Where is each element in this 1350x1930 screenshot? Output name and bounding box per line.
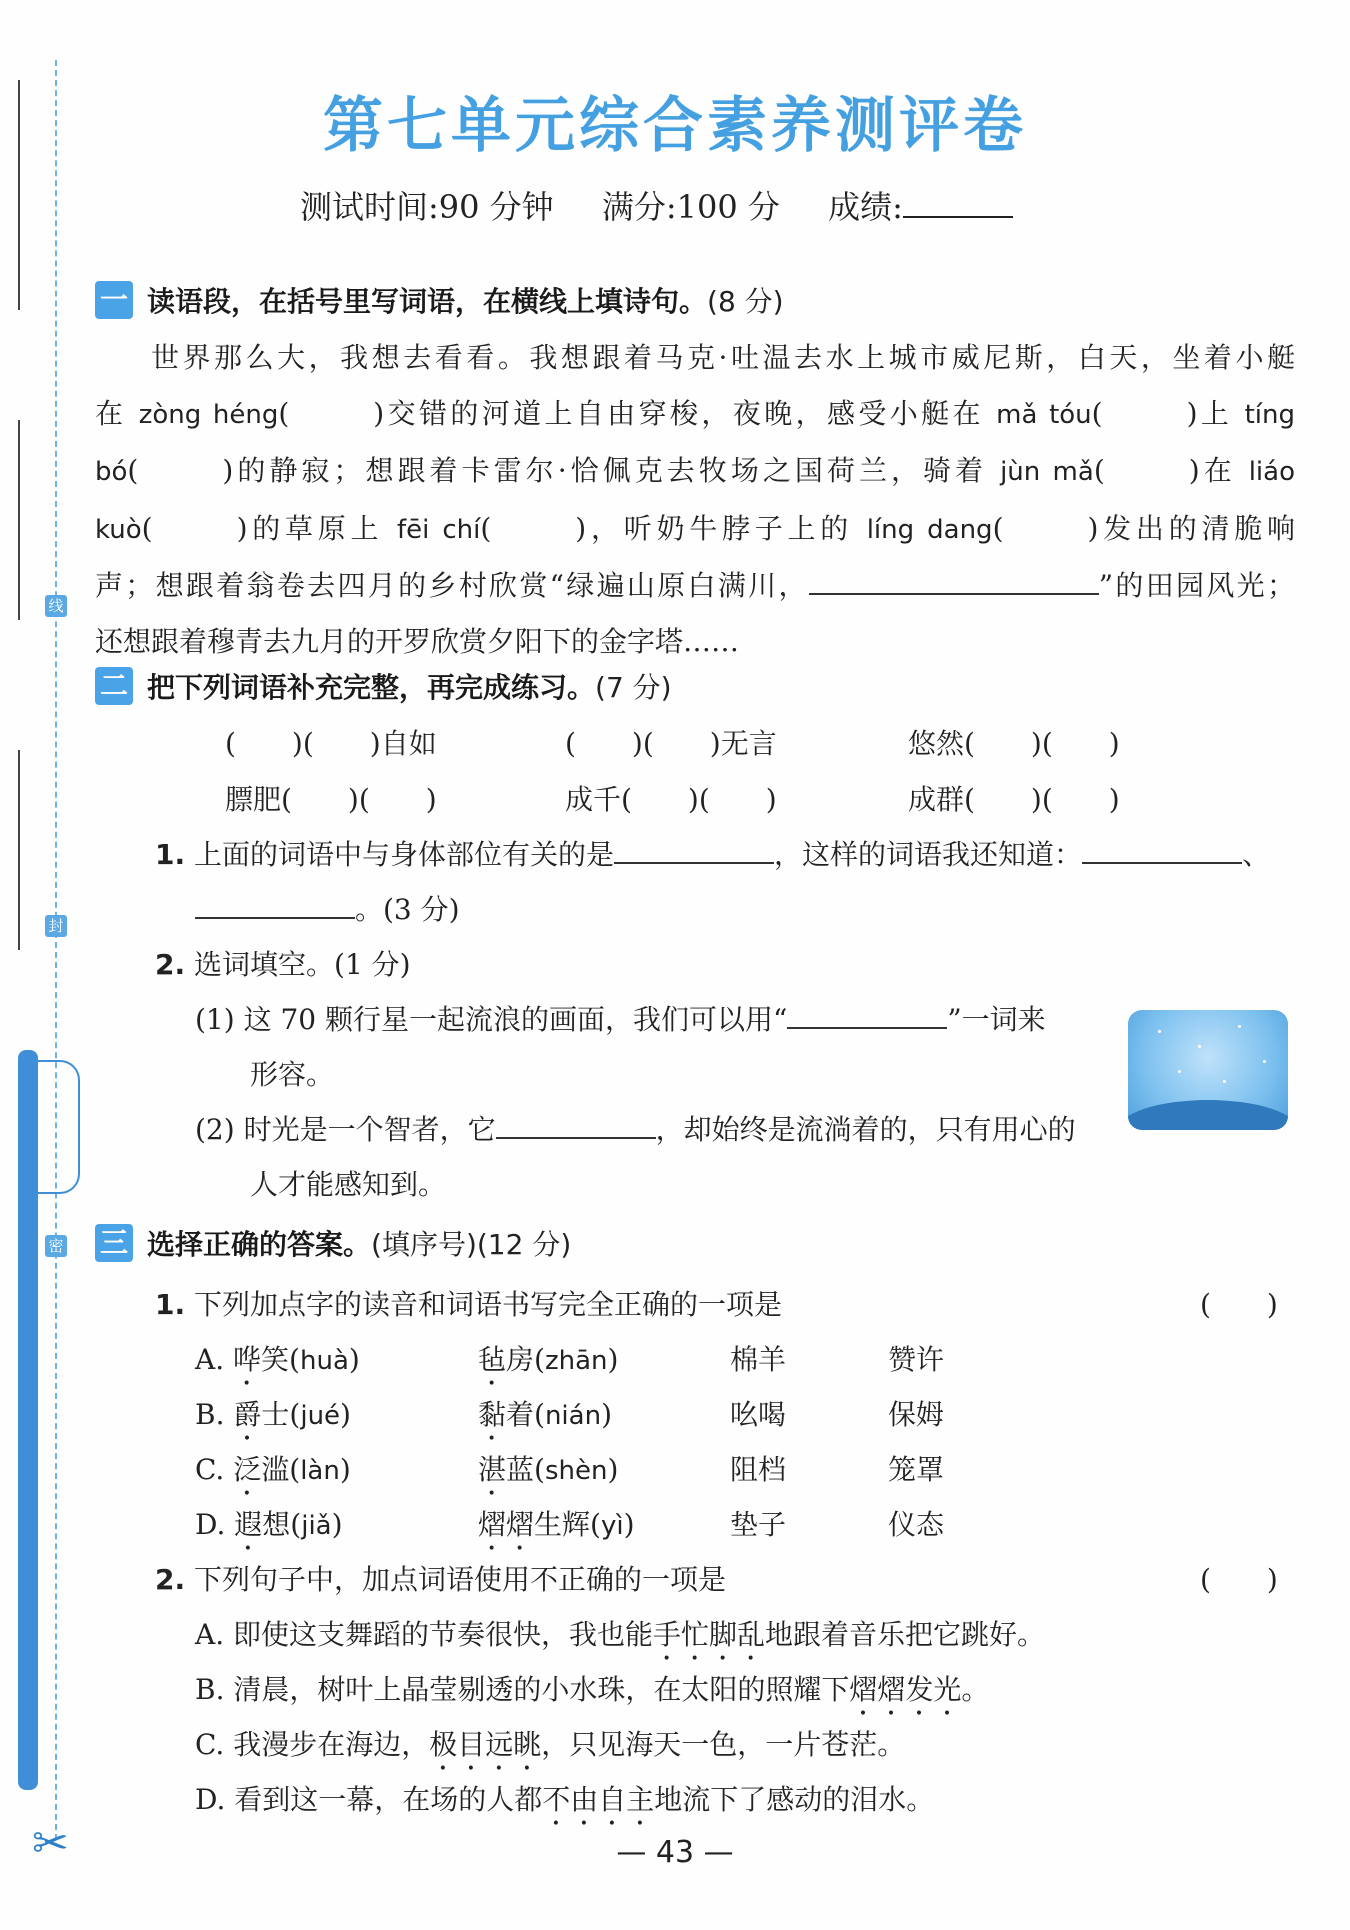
section-score: (8 分) [707,285,784,318]
section-3-header [95,1223,571,1263]
section-title: 选择正确的答案。 [147,1228,372,1261]
starry-sky-illustration [1128,1010,1288,1130]
full-score: 满分:100 分 [601,188,780,226]
option-d[interactable]: D. 看到这一幕，在场的人都不由自主地流下了感动的泪水。 [195,1783,935,1816]
answer-paren[interactable]: ( ) [1200,1563,1278,1596]
grade-label: 成绩: [828,188,1051,226]
option-a[interactable]: A. 即使这支舞蹈的节奏很快，我也能手忙脚乱地跟着音乐把它跳好。 [195,1618,1046,1651]
section-number: 三 [95,1224,133,1262]
section-1-header [95,280,784,320]
passage-line: kuò( )的草原上 fēi chí( )，听奶牛脖子上的 líng dang( )发出的清脆响 [95,511,1295,545]
option-b-word: 吆喝 [730,1398,787,1431]
seal-mark: 密 [45,1235,67,1257]
answer-paren[interactable]: ( ) [1200,1288,1278,1321]
poem-blank[interactable] [809,567,1099,595]
margin-rule [18,750,20,950]
option-c-word: 湛蓝(shèn) [478,1453,619,1486]
scissors-icon: ✂ [32,1818,69,1869]
section-number: 一 [95,281,133,319]
planet-horizon [1128,1100,1288,1130]
word-item[interactable]: 膘肥( )( ) [225,783,437,816]
option-a[interactable]: A. 哗笑(huà) [195,1343,360,1376]
answer-blank[interactable] [195,893,355,919]
section-score: (7 分) [595,671,672,704]
exam-meta [300,182,1089,228]
seal-mark: 线 [45,595,67,617]
side-tab [18,1060,80,1194]
answer-blank[interactable] [1082,838,1242,864]
answer-blank[interactable] [614,838,774,864]
passage-line: bó( )的静寂；想跟着卡雷尔·恰佩克去牧场之国荷兰，骑着 jùn mǎ( )在 liáo [95,454,1295,487]
test-time: 测试时间:90 分钟 [300,188,554,226]
answer-blank[interactable] [496,1113,656,1139]
option-d-word: 熠熠生辉(yì) [478,1508,635,1541]
option-b[interactable]: B. 爵士(jué) [195,1398,351,1431]
word-item[interactable]: 成千( )( ) [565,783,777,816]
option-d-word: 仪态 [888,1508,945,1541]
option-b-word: 保姆 [888,1398,945,1431]
question-2-2: 2. 选词填空。(1 分) [155,948,411,981]
binding-margin [0,0,80,1930]
passage-line: 还想跟着穆青去九月的开罗欣赏夕阳下的金字塔…… [95,624,740,658]
option-c[interactable]: C. 我漫步在海边，极目远眺，只见海天一色，一片苍茫。 [195,1728,906,1761]
section-2-header [95,666,672,706]
option-c-word: 笼罩 [888,1453,945,1486]
question-2-2-2-cont: 人才能感知到。 [250,1168,447,1201]
option-c-word: 阻档 [730,1453,787,1486]
passage-line: 世界那么大，我想去看看。我想跟着马克·吐温去水上城市威尼斯，白天，坐着小艇 [151,341,1295,374]
grade-blank[interactable] [903,192,1013,218]
word-item[interactable]: 悠然( )( ) [908,727,1120,760]
question-3-1: 1. 下列加点字的读音和词语书写完全正确的一项是 [155,1288,783,1321]
section-number: 二 [95,667,133,705]
answer-blank[interactable] [787,1003,947,1029]
passage-line: 声；想跟着翁卷去四月的乡村欣赏“绿遍山原白满川， ”的田园风光； [95,569,1295,602]
option-a-word: 赞许 [888,1343,945,1376]
section-1-passage [95,330,1295,669]
section-title: 把下列词语补充完整，再完成练习。 [147,671,596,704]
option-d-word: 垫子 [730,1508,787,1541]
question-2-1-cont: 。(3 分) [195,888,460,928]
question-2-2-2: (2) 时光是一个智者，它 ，却始终是流淌着的，只有用心的 [195,1113,1076,1146]
word-item[interactable]: ( )( )无言 [565,727,777,760]
word-item[interactable]: 成群( )( ) [908,783,1120,816]
passage-line: 在 zòng héng( )交错的河道上自由穿梭，夜晚，感受小艇在 mǎ tóu( )上 tíng [95,396,1296,430]
option-a-word: 毡房(zhān) [478,1343,619,1376]
question-2-1: 1. 上面的词语中与身体部位有关的是 ，这样的词语我还知道： 、 [155,838,1271,871]
page-number: — 43 — [616,1835,734,1870]
margin-rule [18,420,20,620]
question-2-2-1: (1) 这 70 颗行星一起流浪的画面，我们可以用“ ”一词来 [195,1003,1046,1036]
section-title: 读语段，在括号里写词语，在横线上填诗句。 [147,285,708,318]
option-b[interactable]: B. 清晨，树叶上晶莹剔透的小水珠，在太阳的照耀下熠熠发光。 [195,1673,990,1706]
seal-mark: 封 [45,915,67,937]
option-b-word: 黏着(nián) [478,1398,613,1431]
option-d[interactable]: D. 遐想(jiǎ) [195,1508,343,1541]
option-a-word: 棉羊 [730,1343,787,1376]
page-title: 第七单元综合素养测评卷 [323,91,1027,161]
cut-line [55,60,57,1840]
word-item[interactable]: ( )( )自如 [225,727,437,760]
option-c[interactable]: C. 泛滥(làn) [195,1453,351,1486]
section-score: (填序号)(12 分) [371,1228,572,1261]
question-2-2-1-cont: 形容。 [250,1058,335,1091]
question-3-2: 2. 下列句子中，加点词语使用不正确的一项是 [155,1563,727,1596]
